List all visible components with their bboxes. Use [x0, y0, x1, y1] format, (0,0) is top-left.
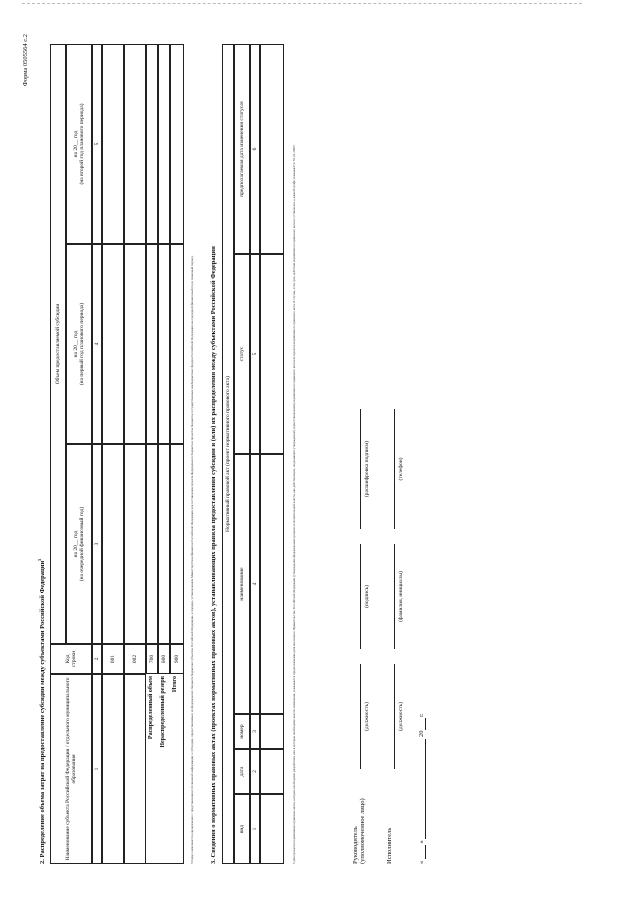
section2-title-text: 2. Распределение объема затрат на предоставление субсидии между субъектами Российской Федерации	[39, 560, 47, 864]
s2-row1-year2	[102, 244, 124, 444]
s3-header-data: дата	[234, 749, 250, 794]
section2-table	[50, 44, 184, 864]
date-year-prefix: 20	[418, 730, 425, 737]
s2-colnum-3: 3	[92, 444, 102, 644]
signature-head-label	[352, 774, 367, 864]
s2-row2-year3	[124, 44, 146, 244]
s2-row1-code: 001	[102, 644, 124, 674]
s2-colnum-5: 5	[92, 44, 102, 244]
s2-year2-sub: (на первый год планового периода)	[79, 302, 85, 386]
section2-title	[38, 264, 47, 864]
s2-year3-sub: (на второй год планового периода)	[79, 103, 85, 185]
s2-total-distributed-label: Распределенный объем	[148, 676, 154, 740]
s2-year1-sub: (на очередной финансовый год)	[79, 506, 85, 582]
s2-colnum-1: 1	[92, 674, 102, 864]
s3-row-pred	[260, 44, 284, 254]
s2-row1-year3	[102, 44, 124, 244]
rotated-form	[20, 24, 630, 884]
s2-total-distributed-code: 700	[146, 644, 158, 674]
s2-row2-name	[124, 674, 146, 864]
s3-header-pred-text: предполагаемая дата изменения статуса	[238, 103, 245, 197]
s3-colnum-3: 3	[250, 714, 260, 749]
form-code: Форма 0505564 с.2	[22, 34, 29, 87]
s2-header-name: Наименование субъекта Российской Федерации / отдельного муниципального образования	[50, 674, 92, 864]
s2-header-year1	[66, 444, 92, 644]
s2-header-year3	[66, 44, 92, 244]
s2-row1-name	[102, 674, 124, 864]
signature-exec-phone-caption: (телефон)	[398, 457, 404, 481]
signature-exec-phone-line	[394, 409, 395, 529]
s3-colnum-5: 5	[250, 254, 260, 454]
signature-exec-position-caption: (должность)	[398, 702, 404, 731]
s2-total-reserve-code: 800	[158, 644, 170, 674]
date-quote-open: «	[418, 860, 425, 864]
s3-row-naim	[260, 454, 284, 714]
s2-total-reserve-year3	[158, 44, 170, 244]
section3-footnote: 6 Для проектов нормативных правовых актов, которые необходимо разработать или в которые необходимо внести изменения, указывается предполагаемая дата внесения в Правительство Российской Федерации (утверждения федеральным органом исполнительной власти, как действующих, подлежащих утверждению) (приостановления) нормативного правового акта или проекта нормативного правового акта. В случае, если срок действия нормативного правового акта не установлен, в данной графе указывается "01.01.2099".	[292, 144, 296, 864]
signature-exec-position-line	[394, 664, 395, 769]
signature-exec-fio-line	[394, 544, 395, 649]
s3-header-vid: вид	[234, 794, 250, 864]
s2-colnum-2: 2	[92, 644, 102, 674]
s3-header-naim: наименование	[234, 454, 250, 714]
date-month-blank	[418, 739, 426, 839]
signature-date	[418, 644, 430, 864]
s3-row-data	[260, 749, 284, 794]
s2-total-distributed-year3	[146, 44, 158, 244]
s3-colnum-1: 1	[250, 794, 260, 864]
s2-total-label: Итого	[172, 676, 178, 693]
s2-row2-year1	[124, 444, 146, 644]
s2-total-reserve-label: Нераспределенный резерв	[160, 676, 166, 748]
s2-total-year2	[170, 244, 184, 444]
s2-total-distributed-year1	[146, 444, 158, 644]
s3-header-pred-sup: 6	[238, 101, 244, 104]
s3-header-status: статус	[234, 254, 250, 454]
signature-head-sign-line	[360, 544, 361, 649]
s2-colnum-4: 4	[92, 244, 102, 444]
signature-head-decode-line	[360, 409, 361, 529]
signature-head-label-1: Руководитель	[352, 826, 359, 864]
s3-row-nomer	[260, 714, 284, 749]
s2-row2-year2	[124, 244, 146, 444]
s2-year2-label: на 20__ год	[72, 330, 79, 358]
s2-total-reserve-year1	[158, 444, 170, 644]
s2-total-year3	[170, 44, 184, 244]
s3-colnum-2: 2	[250, 749, 260, 794]
s2-header-volume: Объем предоставляемой субсидии	[50, 44, 66, 644]
date-day-blank	[418, 845, 426, 859]
s2-total-year1	[170, 444, 184, 644]
signature-head-decode-caption: (расшифровка подписи)	[364, 440, 370, 498]
s2-total-reserve-year2	[158, 244, 170, 444]
date-year-blank	[418, 719, 426, 731]
s3-header-pred	[234, 44, 250, 254]
top-edge-line	[22, 3, 582, 4]
signature-head-label-2: (уполномоченное лицо)	[359, 798, 367, 864]
s3-header-nomer: номер	[234, 714, 250, 749]
signature-head-sign-caption: (подпись)	[364, 585, 370, 608]
s3-colnum-4: 4	[250, 454, 260, 714]
signature-executor-label: Исполнитель	[386, 827, 393, 864]
s2-year1-label: на 20__ год	[72, 530, 79, 558]
section3-title: 3. Сведения о нормативных правовых актах (проектах нормативных правовых актов), устанавливающих правила предоставления субсидии и (или) их распределения между субъектами Российской Федерации	[210, 246, 217, 864]
signature-head-position-caption: (должность)	[364, 702, 370, 731]
s3-row-status	[260, 254, 284, 454]
s2-header-year2	[66, 244, 92, 444]
s2-row1-year1	[102, 444, 124, 644]
s2-header-code: Код строки	[50, 644, 92, 674]
date-year-suffix: г.	[418, 713, 425, 717]
s3-row-vid	[260, 794, 284, 864]
s2-total-distributed-year2	[146, 244, 158, 444]
section2-footnote: 5 Раздел заполняется одновременно с представлением уточненной информации о субсидиях, предоставляемых из федерального бюджета бюджетам субъектов Российской Федерации, в порядке, установленном Министерством финансов Российской Федерации для составления проекта федерального бюджета и проектов бюджетов государственных внебюджетных фондов Российской Федерации на очередной финансовый год и плановый период.	[190, 255, 194, 864]
s3-header-group: Нормативный правовой акт (проект нормативного правового акта)	[222, 44, 234, 864]
signature-head-position-line	[360, 664, 361, 769]
s2-year3-label: на 20__ год	[72, 130, 79, 158]
signature-exec-fio-caption: (фамилия, инициалы)	[398, 571, 404, 622]
s2-row2-code: 002	[124, 644, 146, 674]
s3-colnum-6: 6	[250, 44, 260, 254]
section3-table	[222, 44, 284, 864]
section2-title-sup: 5	[37, 558, 42, 561]
date-quote-close: »	[418, 840, 425, 844]
s2-total-code: 900	[170, 644, 184, 674]
